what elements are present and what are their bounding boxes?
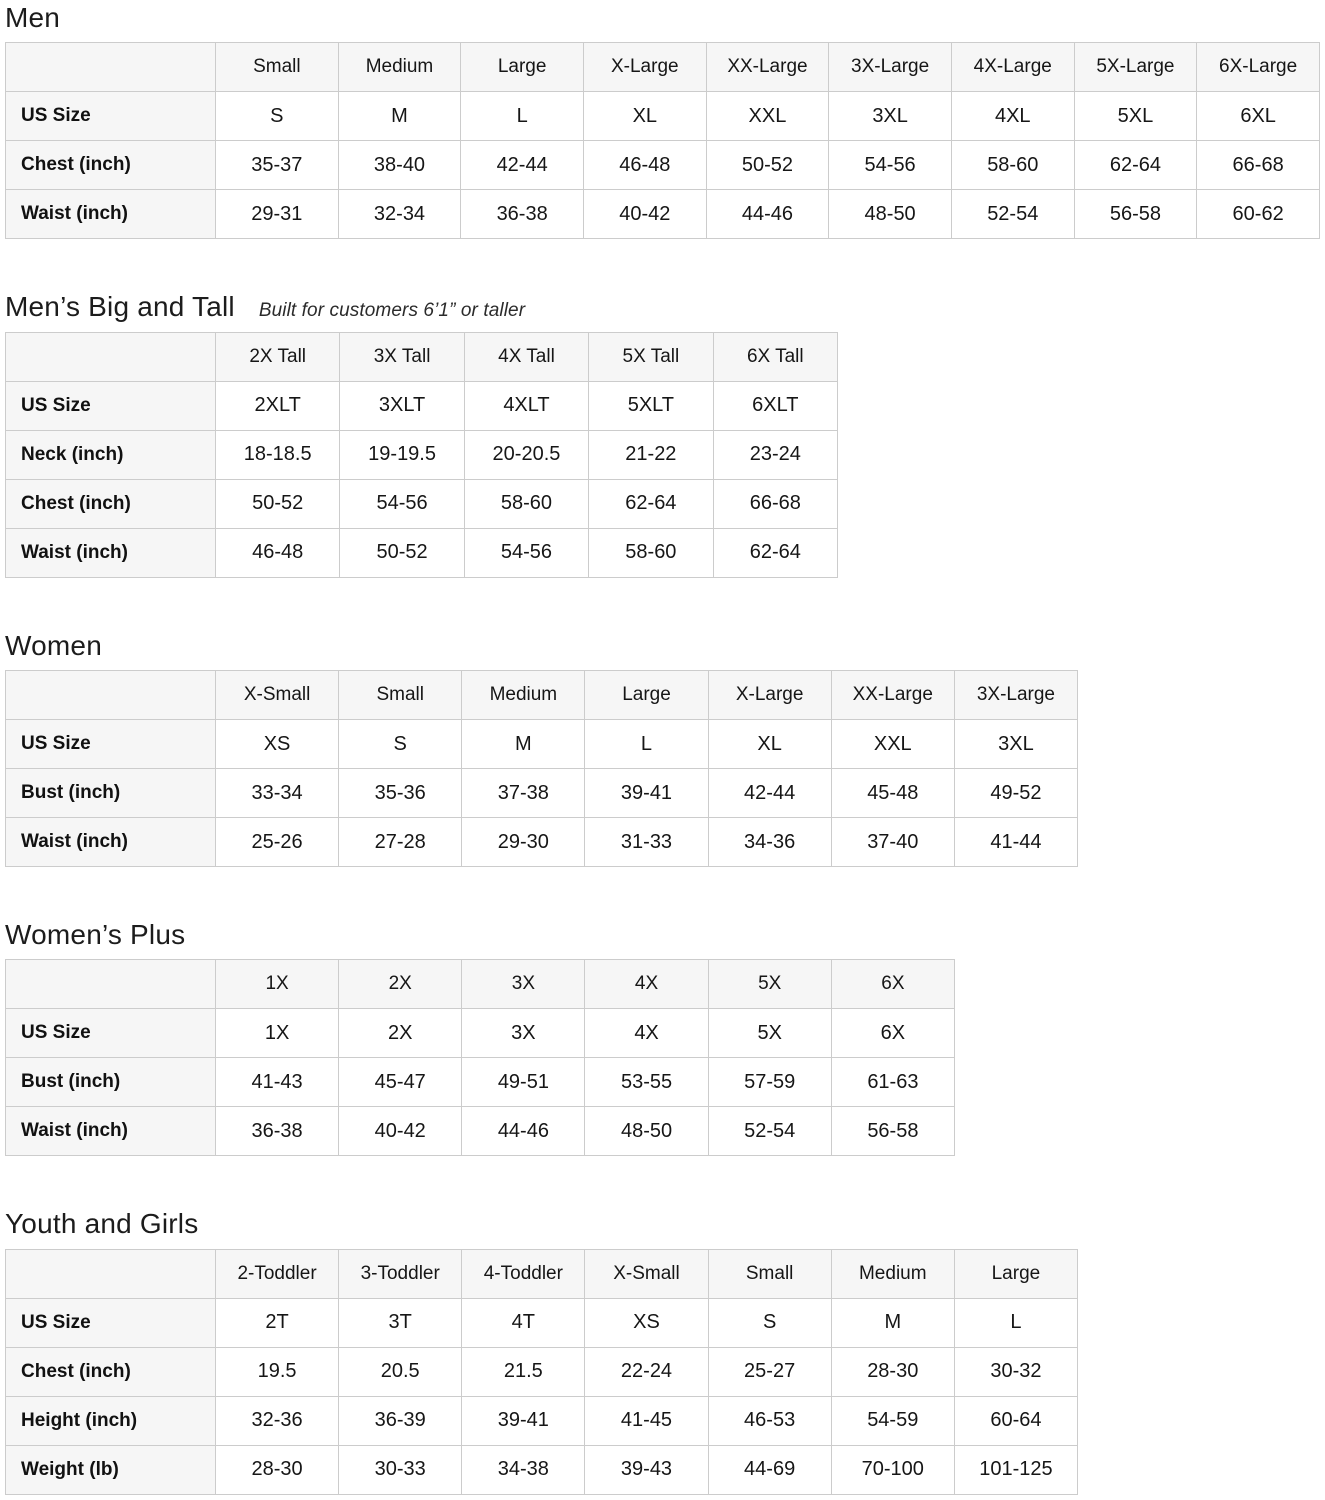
row-label: Chest (inch) (6, 479, 216, 528)
size-cell: 4XL (951, 92, 1074, 141)
column-header: 3-Toddler (339, 1249, 462, 1298)
size-cell: 61-63 (831, 1058, 954, 1107)
size-cell: 39-43 (585, 1445, 708, 1494)
size-cell: 66-68 (1197, 141, 1320, 190)
column-header: 5X (708, 960, 831, 1009)
size-cell: 21.5 (462, 1347, 585, 1396)
size-cell: 41-44 (954, 818, 1077, 867)
corner-cell (6, 960, 216, 1009)
section-title-text: Youth and Girls (5, 1208, 199, 1240)
size-cell: 4T (462, 1298, 585, 1347)
column-header: X-Small (585, 1249, 708, 1298)
column-header: Large (585, 671, 708, 720)
section-mens-big-and-tall (5, 291, 1320, 577)
column-header: XX-Large (831, 671, 954, 720)
corner-cell (6, 671, 216, 720)
size-cell: 3T (339, 1298, 462, 1347)
size-cell: 66-68 (713, 479, 837, 528)
size-cell: S (216, 92, 339, 141)
row-label: US Size (6, 381, 216, 430)
table-row (6, 1107, 955, 1156)
header-row (6, 43, 1320, 92)
column-header: Small (216, 43, 339, 92)
size-cell: 62-64 (713, 528, 837, 577)
size-cell: L (954, 1298, 1077, 1347)
corner-cell (6, 332, 216, 381)
size-cell: 57-59 (708, 1058, 831, 1107)
column-header: 4X-Large (951, 43, 1074, 92)
size-cell: 3XL (829, 92, 952, 141)
size-cell: 35-37 (216, 141, 339, 190)
row-label: US Size (6, 92, 216, 141)
column-header: Large (461, 43, 584, 92)
size-cell: 6XLT (713, 381, 837, 430)
size-cell: 1X (216, 1009, 339, 1058)
size-cell: 60-62 (1197, 190, 1320, 239)
section-title-mens-big-and-tall (5, 291, 1320, 322)
section-title-women (5, 630, 1320, 661)
column-header: Small (339, 671, 462, 720)
header-row (6, 1249, 1078, 1298)
men-size-table (5, 42, 1320, 239)
section-title-text: Men (5, 2, 61, 33)
table-row (6, 720, 1078, 769)
column-header: X-Small (216, 671, 339, 720)
table-row (6, 818, 1078, 867)
size-cell: 54-56 (829, 141, 952, 190)
women-size-table (5, 670, 1078, 867)
size-cell: 20.5 (339, 1347, 462, 1396)
size-cell: 58-60 (951, 141, 1074, 190)
column-header: X-Large (708, 671, 831, 720)
size-cell: 2T (216, 1298, 339, 1347)
size-cell: 54-56 (340, 479, 464, 528)
size-cell: 28-30 (831, 1347, 954, 1396)
column-header: 5X-Large (1074, 43, 1197, 92)
section-title-men (5, 2, 1320, 33)
size-cell: 19-19.5 (340, 430, 464, 479)
column-header: Medium (338, 43, 461, 92)
size-cell: 58-60 (589, 528, 713, 577)
size-cell: 42-44 (708, 769, 831, 818)
size-cell: 62-64 (1074, 141, 1197, 190)
header-row (6, 332, 838, 381)
size-cell: 3XL (954, 720, 1077, 769)
column-header: 6X Tall (713, 332, 837, 381)
size-cell: XL (708, 720, 831, 769)
column-header: 3X Tall (340, 332, 464, 381)
column-header: 4-Toddler (462, 1249, 585, 1298)
section-title-womens-plus (5, 919, 1320, 950)
size-cell: 28-30 (216, 1445, 339, 1494)
section-women (5, 630, 1320, 867)
size-cell: 18-18.5 (216, 430, 340, 479)
row-label: Waist (inch) (6, 1107, 216, 1156)
size-cell: XXL (706, 92, 829, 141)
size-cell: 34-36 (708, 818, 831, 867)
size-cell: XS (585, 1298, 708, 1347)
size-cell: 49-52 (954, 769, 1077, 818)
column-header: 6X (831, 960, 954, 1009)
row-label: US Size (6, 1009, 216, 1058)
size-cell: 4X (585, 1009, 708, 1058)
size-cell: 32-34 (338, 190, 461, 239)
size-cell: 25-26 (216, 818, 339, 867)
size-cell: 44-46 (706, 190, 829, 239)
size-cell: 29-31 (216, 190, 339, 239)
column-header: 6X-Large (1197, 43, 1320, 92)
column-header: 2-Toddler (216, 1249, 339, 1298)
size-cell: 6X (831, 1009, 954, 1058)
column-header: XX-Large (706, 43, 829, 92)
table-row (6, 1009, 955, 1058)
section-title-text: Men’s Big and Tall (5, 291, 235, 323)
size-cell: 52-54 (951, 190, 1074, 239)
column-header: Large (954, 1249, 1077, 1298)
size-cell: 46-48 (583, 141, 706, 190)
mens-big-and-tall-size-table (5, 332, 838, 578)
table-row (6, 92, 1320, 141)
corner-cell (6, 43, 216, 92)
size-cell: 44-69 (708, 1445, 831, 1494)
size-cell: 23-24 (713, 430, 837, 479)
row-label: Bust (inch) (6, 769, 216, 818)
header-row (6, 960, 955, 1009)
size-cell: 42-44 (461, 141, 584, 190)
size-cell: 38-40 (338, 141, 461, 190)
row-label: US Size (6, 720, 216, 769)
size-cell: 20-20.5 (464, 430, 588, 479)
table-row (6, 528, 838, 577)
size-cell: 53-55 (585, 1058, 708, 1107)
row-label: Waist (inch) (6, 190, 216, 239)
size-cell: M (462, 720, 585, 769)
size-cell: M (831, 1298, 954, 1347)
table-row (6, 1445, 1078, 1494)
size-cell: 36-39 (339, 1396, 462, 1445)
table-row (6, 479, 838, 528)
size-cell: 3XLT (340, 381, 464, 430)
column-header: Medium (462, 671, 585, 720)
size-cell: 19.5 (216, 1347, 339, 1396)
size-cell: 3X (462, 1009, 585, 1058)
row-label: Weight (lb) (6, 1445, 216, 1494)
size-cell: 45-48 (831, 769, 954, 818)
size-cell: 29-30 (462, 818, 585, 867)
size-cell: 45-47 (339, 1058, 462, 1107)
size-cell: 31-33 (585, 818, 708, 867)
row-label: Waist (inch) (6, 818, 216, 867)
size-cell: 4XLT (464, 381, 588, 430)
womens-plus-size-table (5, 959, 955, 1156)
size-cell: 50-52 (706, 141, 829, 190)
size-chart-document (5, 2, 1320, 1495)
row-label: US Size (6, 1298, 216, 1347)
row-label: Bust (inch) (6, 1058, 216, 1107)
size-cell: 46-53 (708, 1396, 831, 1445)
size-cell: 44-46 (462, 1107, 585, 1156)
table-row (6, 1347, 1078, 1396)
size-cell: 56-58 (1074, 190, 1197, 239)
row-label: Height (inch) (6, 1396, 216, 1445)
size-cell: 41-45 (585, 1396, 708, 1445)
size-cell: 62-64 (589, 479, 713, 528)
size-cell: XS (216, 720, 339, 769)
size-cell: L (461, 92, 584, 141)
size-cell: 60-64 (954, 1396, 1077, 1445)
size-cell: 54-59 (831, 1396, 954, 1445)
size-cell: 52-54 (708, 1107, 831, 1156)
size-cell: 6XL (1197, 92, 1320, 141)
row-label: Waist (inch) (6, 528, 216, 577)
header-row (6, 671, 1078, 720)
size-cell: 2XLT (216, 381, 340, 430)
column-header: Small (708, 1249, 831, 1298)
size-cell: 36-38 (461, 190, 584, 239)
table-row (6, 381, 838, 430)
youth-and-girls-size-table (5, 1249, 1078, 1495)
column-header: 1X (216, 960, 339, 1009)
size-cell: 32-36 (216, 1396, 339, 1445)
size-cell: 49-51 (462, 1058, 585, 1107)
column-header: 4X (585, 960, 708, 1009)
column-header: 3X-Large (829, 43, 952, 92)
column-header: 3X-Large (954, 671, 1077, 720)
size-cell: 58-60 (464, 479, 588, 528)
size-cell: 5XLT (589, 381, 713, 430)
row-label: Chest (inch) (6, 141, 216, 190)
size-cell: 41-43 (216, 1058, 339, 1107)
table-row (6, 141, 1320, 190)
size-cell: 56-58 (831, 1107, 954, 1156)
size-cell: 27-28 (339, 818, 462, 867)
size-cell: M (338, 92, 461, 141)
size-cell: 25-27 (708, 1347, 831, 1396)
table-row (6, 1058, 955, 1107)
section-title-youth-and-girls (5, 1208, 1320, 1239)
size-cell: 40-42 (583, 190, 706, 239)
size-cell: 21-22 (589, 430, 713, 479)
size-cell: 30-32 (954, 1347, 1077, 1396)
size-cell: XL (583, 92, 706, 141)
size-cell: 40-42 (339, 1107, 462, 1156)
table-row (6, 1298, 1078, 1347)
size-cell: 30-33 (339, 1445, 462, 1494)
table-row (6, 1396, 1078, 1445)
row-label: Neck (inch) (6, 430, 216, 479)
size-cell: 48-50 (829, 190, 952, 239)
size-cell: 5XL (1074, 92, 1197, 141)
size-cell: S (708, 1298, 831, 1347)
row-label: Chest (inch) (6, 1347, 216, 1396)
size-cell: 37-38 (462, 769, 585, 818)
corner-cell (6, 1249, 216, 1298)
size-cell: 46-48 (216, 528, 340, 577)
section-subtitle: Built for customers 6’1” or taller (258, 300, 526, 322)
size-cell: XXL (831, 720, 954, 769)
size-cell: 22-24 (585, 1347, 708, 1396)
section-womens-plus (5, 919, 1320, 1156)
column-header: 2X (339, 960, 462, 1009)
section-title-text: Women (5, 629, 102, 661)
size-cell: 48-50 (585, 1107, 708, 1156)
size-cell: 36-38 (216, 1107, 339, 1156)
size-cell: 35-36 (339, 769, 462, 818)
size-cell: 39-41 (585, 769, 708, 818)
table-row (6, 190, 1320, 239)
column-header: 3X (462, 960, 585, 1009)
column-header: 5X Tall (589, 332, 713, 381)
size-cell: L (585, 720, 708, 769)
size-cell: 33-34 (216, 769, 339, 818)
size-cell: 101-125 (954, 1445, 1077, 1494)
size-cell: 37-40 (831, 818, 954, 867)
size-cell: 34-38 (462, 1445, 585, 1494)
column-header: Medium (831, 1249, 954, 1298)
size-cell: 2X (339, 1009, 462, 1058)
section-youth-and-girls (5, 1208, 1320, 1494)
table-row (6, 430, 838, 479)
size-cell: S (339, 720, 462, 769)
size-cell: 54-56 (464, 528, 588, 577)
section-title-text: Women’s Plus (5, 919, 186, 951)
size-cell: 50-52 (216, 479, 340, 528)
size-cell: 70-100 (831, 1445, 954, 1494)
column-header: X-Large (583, 43, 706, 92)
table-row (6, 769, 1078, 818)
size-cell: 5X (708, 1009, 831, 1058)
section-men (5, 2, 1320, 239)
column-header: 2X Tall (216, 332, 340, 381)
column-header: 4X Tall (464, 332, 588, 381)
size-cell: 39-41 (462, 1396, 585, 1445)
size-cell: 50-52 (340, 528, 464, 577)
